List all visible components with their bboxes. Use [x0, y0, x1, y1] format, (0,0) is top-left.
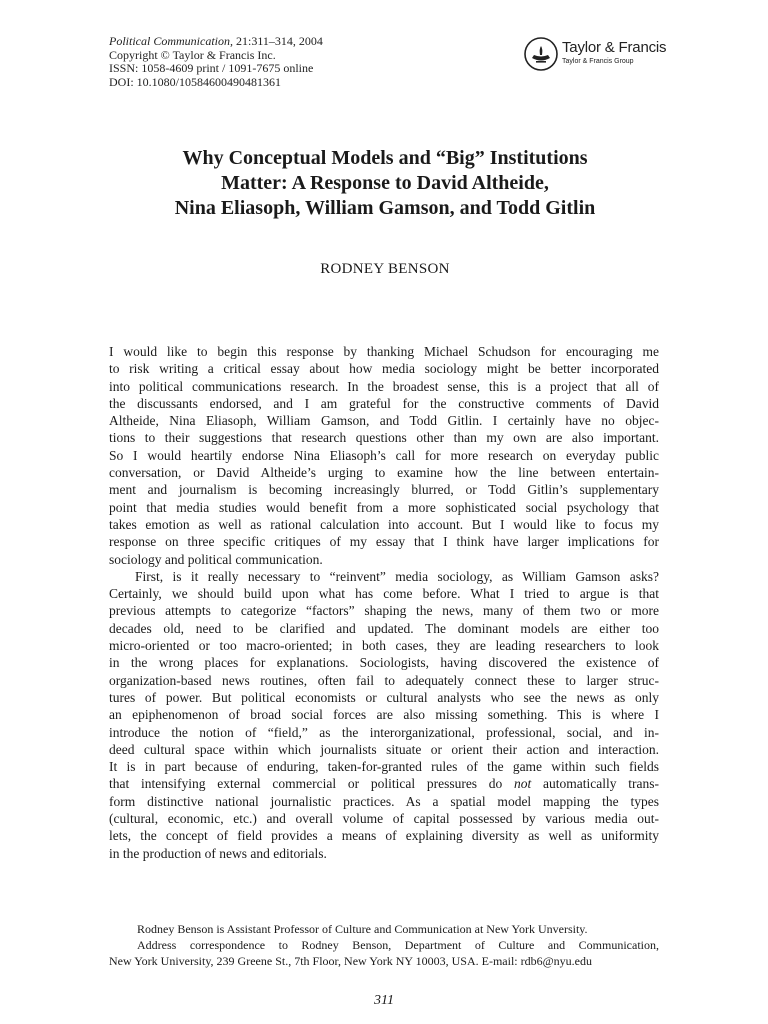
- article-body: [109, 343, 659, 862]
- author-name: RODNEY BENSON: [320, 261, 450, 277]
- text-line: in the production of news and editorials.: [109, 845, 327, 861]
- footnote-address: New York University, 239 Greene St., 7th Floor, New York NY 10003, USA. E-mail: rdb6@nyu.edu: [109, 954, 592, 968]
- author-footnotes: [109, 921, 659, 969]
- text-line: into political communications research. In the broadest sense, this is a project that all of: [109, 378, 659, 394]
- text-line: It is in part because of enduring, taken-for-granted rules of the game within such fields: [109, 759, 659, 775]
- taylor-francis-lamp-logo-icon: [524, 37, 558, 71]
- emphasis-not: not: [514, 776, 532, 792]
- text-line: in the wrong places for explanations. Sociologists, having discovered the existence of: [109, 655, 659, 671]
- journal-citation: [109, 35, 323, 49]
- text-line: point that media studies would benefit from a more sophisticated social psychology that: [109, 499, 659, 515]
- text-line: previous attempts to categorize “factors” shaping the news, many of them two or more: [109, 603, 659, 619]
- paragraph-2: [109, 568, 659, 862]
- publisher-logo: [524, 37, 666, 71]
- title-line: Matter: A Response to David Altheide,: [221, 172, 549, 194]
- text-line: an epiphenomenon of broad social forces are also missing something. This is where I: [109, 707, 659, 723]
- text-line: ment and journalism is becoming increasingly blurred, or Todd Gitlin’s supplementary: [109, 482, 659, 498]
- issn-line: ISSN: 1058-4609 print / 1091-7675 online: [109, 61, 314, 76]
- text-line: I would like to begin this response by thanking Michael Schudson for encouraging me: [109, 344, 659, 359]
- page-number: 311: [374, 993, 394, 1008]
- copyright-line: Copyright © Taylor & Francis Inc.: [109, 47, 276, 62]
- footnote-correspondence: Address correspondence to Rodney Benson, Department of Culture and Communication,: [137, 938, 659, 952]
- text-line: introduce the notion of “field,” as the interorganizational, professional, social, and in-: [109, 724, 659, 740]
- text-line: (cultural, economic, etc.) and overall volume of capital possessed by various media out-: [109, 811, 659, 827]
- text-segment: that intensifying external commercial or political pressures do: [109, 776, 515, 792]
- text-line: Altheide, Nina Eliasoph, William Gamson, and Todd Gitlin. I certainly have no objec-: [109, 413, 659, 429]
- text-line: the discussants endorsed, and I am grateful for the constructive comments of David: [109, 395, 659, 411]
- text-line: [109, 775, 659, 792]
- publisher-group: Taylor & Francis Group: [562, 58, 634, 65]
- text-line: Certainly, we should build upon what has come before. What I tried to argue is that: [109, 586, 659, 602]
- text-line: form distinctive national journalistic practices. As a spatial model mapping the types: [109, 793, 659, 809]
- text-line: conversation, or David Altheide’s urging to examine how the line between entertain-: [109, 465, 659, 481]
- text-line: deed cultural space within which journalists situate or orient their action and interaction.: [109, 741, 659, 757]
- paragraph-1: [109, 343, 659, 568]
- text-line: tions to their suggestions that research questions other than my own are also important.: [109, 430, 659, 446]
- text-line: lets, the concept of field provides a means of explaining diversity as well as uniformity: [109, 828, 659, 844]
- footnote-affiliation: Rodney Benson is Assistant Professor of Culture and Communication at New York Unversity.: [137, 922, 588, 936]
- text-line: First, is it really necessary to “reinvent” media sociology, as William Gamson asks?: [135, 568, 659, 584]
- text-line: response on three specific critiques of my essay that I think have larger implications for: [109, 534, 659, 550]
- journal-issue: 21:311–314, 2004: [233, 34, 323, 48]
- title-line: Nina Eliasoph, William Gamson, and Todd Gitlin: [174, 197, 596, 219]
- article-metadata: [109, 35, 323, 89]
- text-line: So I would heartily endorse Nina Eliasoph’s call for more research on everyday public: [109, 447, 659, 463]
- publisher-name: Taylor & Francis: [562, 39, 667, 56]
- text-line: decades old, need to be clarified and updated. The dominant models are either too: [109, 620, 659, 636]
- text-line: micro-oriented or too macro-oriented; in both cases, they are leading researchers to look: [109, 638, 659, 654]
- text-line: sociology and political communication.: [109, 551, 323, 567]
- article-title: [100, 146, 670, 221]
- text-line: organization-based news routines, often fail to adequately connect these to larger struc-: [109, 672, 659, 688]
- text-line: to risk writing a critical essay about how media sociology might be better incorporated: [109, 361, 659, 377]
- text-line: tures of power. But political economists or cultural analysts who see the news as only: [109, 689, 659, 705]
- text-segment: automatically trans-: [531, 776, 659, 792]
- title-line: Why Conceptual Models and “Big” Institutions: [182, 147, 588, 169]
- text-line: takes emotion as well as rational calculation into account. But I would like to focus my: [109, 516, 659, 532]
- doi-line: DOI: 10.1080/10584600490481361: [109, 74, 281, 89]
- journal-name: Political Communication,: [109, 34, 233, 48]
